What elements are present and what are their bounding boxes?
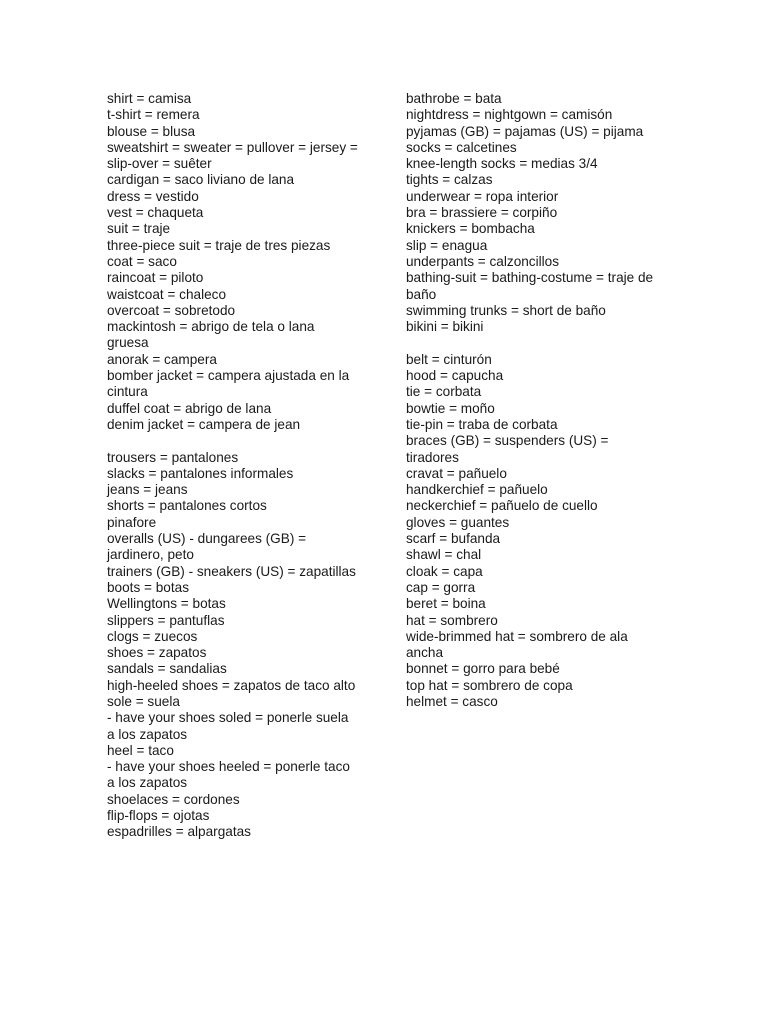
vocabulary-line: helmet = casco (406, 693, 498, 709)
blank-line (107, 433, 377, 449)
vocabulary-line: bowtie = moño (406, 400, 495, 416)
vocabulary-line: top hat = sombrero de copa (406, 677, 573, 693)
vocabulary-line: underwear = ropa interior (406, 188, 559, 204)
vocabulary-line: jardinero, peto (107, 547, 194, 563)
vocabulary-line: tights = calzas (406, 172, 493, 188)
vocabulary-line: handkerchief = pañuelo (406, 482, 548, 498)
vocabulary-line: bikini = bikini (406, 319, 484, 335)
vocabulary-line: bra = brassiere = corpiño (406, 205, 558, 221)
vocabulary-line: cloak = capa (406, 563, 483, 579)
vocabulary-line: bomber jacket = campera ajustada en la (107, 368, 350, 384)
vocabulary-line: slip-over = suêter (107, 156, 212, 172)
vocabulary-line: espadrilles = alpargatas (107, 824, 251, 840)
vocabulary-line: overcoat = sobretodo (107, 302, 236, 318)
vocabulary-line: socks = calcetines (406, 139, 517, 155)
vocabulary-line: anorak = campera (107, 351, 217, 367)
vocabulary-line: overalls (US) - dungarees (GB) = (107, 531, 307, 547)
vocabulary-line: jeans = jeans (107, 482, 188, 498)
vocabulary-line: braces (GB) = suspenders (US) = (406, 433, 609, 449)
vocabulary-line: - have your shoes soled = ponerle suela (107, 710, 349, 726)
vocabulary-line: t-shirt = remera (107, 107, 200, 123)
vocabulary-line: knickers = bombacha (406, 221, 535, 237)
vocabulary-line: three-piece suit = traje de tres piezas (107, 237, 331, 253)
vocabulary-line: boots = botas (107, 579, 190, 595)
vocabulary-line: shoes = zapatos (107, 645, 207, 661)
vocabulary-line: sandals = sandalias (107, 661, 227, 677)
vocabulary-line: clogs = zuecos (107, 628, 198, 644)
vocabulary-line: cintura (107, 384, 148, 400)
vocabulary-line: dress = vestido (107, 188, 199, 204)
vocabulary-line: belt = cinturón (406, 351, 492, 367)
vocabulary-line: - have your shoes heeled = ponerle taco (107, 759, 350, 775)
vocabulary-line: bonnet = gorro para bebé (406, 661, 560, 677)
vocabulary-line: cap = gorra (406, 579, 476, 595)
vocabulary-line: trainers (GB) - sneakers (US) = zapatillas (107, 563, 356, 579)
vocabulary-line: trousers = pantalones (107, 449, 239, 465)
vocabulary-line: slip = enagua (406, 237, 488, 253)
vocabulary-line: shorts = pantalones cortos (107, 498, 267, 514)
vocabulary-line: a los zapatos (107, 775, 188, 791)
vocabulary-line: hood = capucha (406, 368, 504, 384)
vocabulary-line: shawl = chal (406, 547, 482, 563)
vocabulary-line: baño (406, 286, 437, 302)
vocabulary-line: ancha (406, 645, 444, 661)
vocabulary-line: vest = chaqueta (107, 205, 204, 221)
vocabulary-line: tie = corbata (406, 384, 482, 400)
vocabulary-line: knee-length socks = medias 3/4 (406, 156, 598, 172)
vocabulary-line: gruesa (107, 335, 149, 351)
vocabulary-line: blouse = blusa (107, 123, 196, 139)
vocabulary-line: sole = suela (107, 693, 180, 709)
vocabulary-line: duffel coat = abrigo de lana (107, 400, 272, 416)
vocabulary-line: pinafore (107, 514, 157, 530)
vocabulary-line: coat = saco (107, 253, 177, 269)
vocabulary-line: high-heeled shoes = zapatos de taco alto (107, 677, 356, 693)
vocabulary-line: bathrobe = bata (406, 91, 502, 106)
vocabulary-line: shoelaces = cordones (107, 791, 240, 807)
blank-line (406, 335, 676, 351)
vocabulary-line: mackintosh = abrigo de tela o lana (107, 319, 315, 335)
vocabulary-line: denim jacket = campera de jean (107, 416, 301, 432)
vocabulary-line: Wellingtons = botas (107, 596, 226, 612)
vocabulary-line: bathing-suit = bathing-costume = traje de (406, 270, 654, 286)
vocabulary-line: shirt = camisa (107, 91, 192, 106)
vocabulary-line: tiradores (406, 449, 459, 465)
vocabulary-line: wide-brimmed hat = sombrero de ala (406, 628, 628, 644)
vocabulary-line: heel = taco (107, 742, 174, 758)
vocabulary-line: hat = sombrero (406, 612, 498, 628)
vocabulary-line: neckerchief = pañuelo de cuello (406, 498, 598, 514)
vocabulary-line: underpants = calzoncillos (406, 253, 560, 269)
vocabulary-line: raincoat = piloto (107, 270, 204, 286)
vocabulary-line: beret = boina (406, 596, 486, 612)
vocabulary-line: nightdress = nightgown = camisón (406, 107, 613, 123)
vocabulary-line: flip-flops = ojotas (107, 808, 210, 824)
vocabulary-line: slippers = pantuflas (107, 612, 225, 628)
vocabulary-line: scarf = bufanda (406, 531, 501, 547)
vocabulary-line: a los zapatos (107, 726, 188, 742)
vocabulary-line: sweatshirt = sweater = pullover = jersey = (107, 139, 358, 155)
vocabulary-line: pyjamas (GB) = pajamas (US) = pijama (406, 123, 644, 139)
vocabulary-line: gloves = guantes (406, 514, 510, 530)
vocabulary-line: suit = traje (107, 221, 171, 237)
right-vocabulary-column (406, 91, 676, 710)
vocabulary-line: cardigan = saco liviano de lana (107, 172, 295, 188)
vocabulary-line: tie-pin = traba de corbata (406, 416, 558, 432)
vocabulary-line: waistcoat = chaleco (107, 286, 227, 302)
vocabulary-line: swimming trunks = short de baño (406, 302, 606, 318)
vocabulary-line: cravat = pañuelo (406, 465, 507, 481)
vocabulary-line: slacks = pantalones informales (107, 465, 294, 481)
left-vocabulary-column (107, 91, 377, 841)
